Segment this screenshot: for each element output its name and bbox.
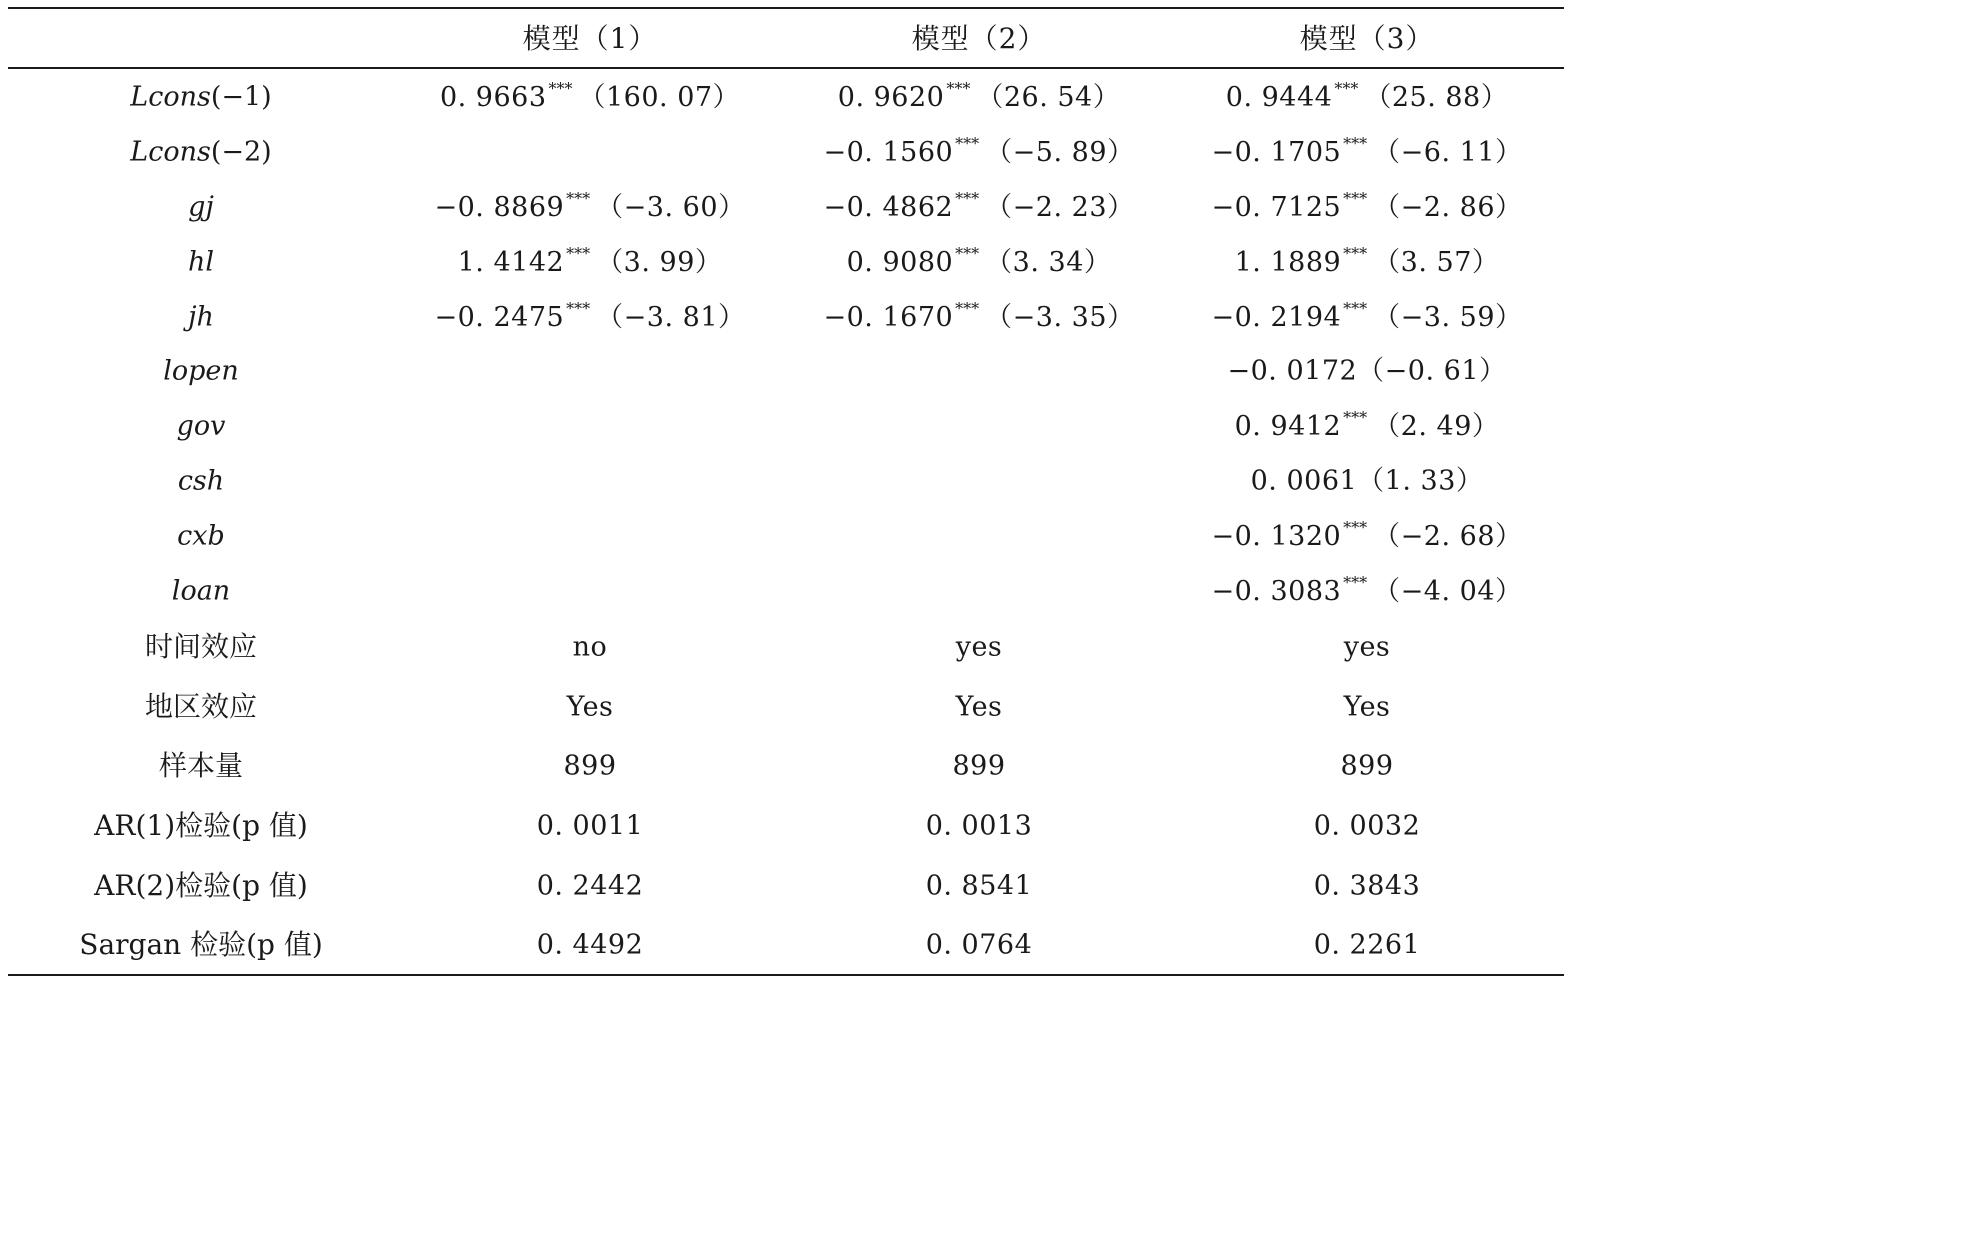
t-statistic: （−3. 81） xyxy=(596,302,746,333)
coefficient-value: 0. 9663 xyxy=(439,82,547,113)
table-cell-model-3 xyxy=(1225,79,1509,113)
coefficient-value: −0. 1705 xyxy=(1211,137,1342,168)
t-statistic: （−3. 59） xyxy=(1373,302,1523,333)
coefficient-value: Yes xyxy=(1343,691,1391,723)
coefficient-value: −0. 0172 xyxy=(1227,355,1358,387)
significance-stars: *** xyxy=(955,189,980,208)
coefficient-value: −0. 1670 xyxy=(823,302,954,333)
table-cell-model-2 xyxy=(925,810,1033,842)
coefficient-value: 0. 0061 xyxy=(1250,465,1358,497)
table-cell-model-1 xyxy=(434,299,746,333)
coefficient-value: 0. 0013 xyxy=(925,810,1033,842)
row-label: gov xyxy=(176,410,226,442)
significance-stars: *** xyxy=(566,189,591,208)
coefficient-value: −0. 2475 xyxy=(434,302,565,333)
coefficient-value: −0. 4862 xyxy=(823,192,954,223)
header-model-3: 模型（3） xyxy=(1299,22,1435,55)
table-cell-model-2 xyxy=(823,189,1135,223)
significance-stars: *** xyxy=(955,299,980,318)
row-label: csh xyxy=(177,465,225,497)
row-label: 时间效应 xyxy=(144,630,258,663)
coefficient-value: Yes xyxy=(566,691,614,723)
row-label: AR(1)检验(p 值) xyxy=(94,809,308,842)
coefficient-value: 0. 8541 xyxy=(925,870,1033,902)
t-statistic: （1. 33） xyxy=(1357,465,1484,497)
significance-stars: *** xyxy=(566,244,591,263)
significance-stars: *** xyxy=(1334,79,1359,98)
row-label-variable: Lcons xyxy=(130,136,211,168)
coefficient-value: −0. 1320 xyxy=(1211,521,1342,552)
table-cell-model-1 xyxy=(434,189,746,223)
table-cell-model-1 xyxy=(457,244,723,278)
t-statistic: （3. 99） xyxy=(596,247,723,278)
row-label-variable: Lcons xyxy=(130,81,211,113)
row-label: gj xyxy=(188,191,214,223)
t-statistic: （−2. 86） xyxy=(1373,192,1523,223)
row-label: hl xyxy=(187,246,215,278)
coefficient-value: no xyxy=(572,631,608,663)
table-cell-model-2 xyxy=(955,631,1003,663)
coefficient-value: −0. 8869 xyxy=(434,192,565,223)
table-cell-model-1 xyxy=(536,870,644,902)
table-cell-model-3 xyxy=(1211,299,1523,333)
significance-stars: *** xyxy=(566,299,591,318)
table-cell-model-2 xyxy=(925,929,1033,961)
table-cell-model-3 xyxy=(1211,189,1523,223)
significance-stars: *** xyxy=(955,134,980,153)
top-rule xyxy=(8,7,1564,9)
coefficient-value: 1. 1889 xyxy=(1234,247,1342,278)
table-cell-model-1 xyxy=(566,691,614,723)
table-cell-model-3 xyxy=(1313,929,1421,961)
table-cell-model-3 xyxy=(1343,631,1391,663)
row-label: 样本量 xyxy=(158,749,244,782)
table-cell-model-3 xyxy=(1250,465,1484,497)
significance-stars: *** xyxy=(1343,244,1368,263)
table-cell-model-3 xyxy=(1211,518,1523,552)
header-model-1: 模型（1） xyxy=(522,22,658,55)
coefficient-value: Yes xyxy=(955,691,1003,723)
coefficient-value: 0. 3843 xyxy=(1313,870,1421,902)
coefficient-value: 0. 0032 xyxy=(1313,810,1421,842)
table-cell-model-3 xyxy=(1313,810,1421,842)
header-rule xyxy=(8,67,1564,69)
row-label: lopen xyxy=(163,355,239,387)
coefficient-value: yes xyxy=(955,631,1003,663)
t-statistic: （−2. 23） xyxy=(985,192,1135,223)
table-cell-model-1 xyxy=(572,631,608,663)
table-cell-model-3 xyxy=(1340,750,1394,782)
coefficient-value: 0. 0764 xyxy=(925,929,1033,961)
coefficient-value: 1. 4142 xyxy=(457,247,565,278)
significance-stars: *** xyxy=(1343,134,1368,153)
table-cell-model-2 xyxy=(955,691,1003,723)
table-cell-model-1 xyxy=(536,929,644,961)
coefficient-value: 0. 9444 xyxy=(1225,82,1333,113)
row-label-lag: (−1) xyxy=(210,81,272,113)
row-label: loan xyxy=(171,575,231,607)
coefficient-value: yes xyxy=(1343,631,1391,663)
table-cell-model-3 xyxy=(1227,355,1507,387)
significance-stars: *** xyxy=(548,79,573,98)
t-statistic: （−6. 11） xyxy=(1373,137,1523,168)
row-label: 地区效应 xyxy=(144,690,258,723)
row-label: AR(2)检验(p 值) xyxy=(94,869,308,902)
coefficient-value: −0. 7125 xyxy=(1211,192,1342,223)
table-cell-model-2 xyxy=(823,134,1135,168)
table-cell-model-2 xyxy=(846,244,1112,278)
t-statistic: （160. 07） xyxy=(578,82,741,113)
t-statistic: （−2. 68） xyxy=(1373,521,1523,552)
table-cell-model-3 xyxy=(1234,408,1500,442)
table-cell-model-2 xyxy=(952,750,1006,782)
t-statistic: （25. 88） xyxy=(1364,82,1509,113)
table-cell-model-3 xyxy=(1343,691,1391,723)
table-cell-model-1 xyxy=(563,750,617,782)
row-label xyxy=(130,136,272,168)
significance-stars: *** xyxy=(955,244,980,263)
row-label: Sargan 检验(p 值) xyxy=(79,928,323,961)
coefficient-value: 899 xyxy=(1340,750,1394,782)
coefficient-value: 0. 4492 xyxy=(536,929,644,961)
significance-stars: *** xyxy=(1343,189,1368,208)
coefficient-value: 0. 9412 xyxy=(1234,411,1342,442)
t-statistic: （−3. 60） xyxy=(596,192,746,223)
row-label xyxy=(130,81,272,113)
t-statistic: （3. 34） xyxy=(985,247,1112,278)
significance-stars: *** xyxy=(1343,573,1368,592)
table-cell-model-2 xyxy=(925,870,1033,902)
significance-stars: *** xyxy=(946,79,971,98)
coefficient-value: −0. 2194 xyxy=(1211,302,1342,333)
coefficient-value: 899 xyxy=(952,750,1006,782)
t-statistic: （−3. 35） xyxy=(985,302,1135,333)
coefficient-value: −0. 1560 xyxy=(823,137,954,168)
significance-stars: *** xyxy=(1343,299,1368,318)
t-statistic: （−4. 04） xyxy=(1373,576,1523,607)
coefficient-value: 0. 0011 xyxy=(536,810,644,842)
row-label: jh xyxy=(188,301,214,333)
row-label-lag: (−2) xyxy=(210,136,272,168)
table-cell-model-3 xyxy=(1234,244,1500,278)
coefficient-value: 899 xyxy=(563,750,617,782)
row-label: cxb xyxy=(177,520,225,552)
coefficient-value: 0. 9620 xyxy=(837,82,945,113)
table-cell-model-3 xyxy=(1211,573,1523,607)
coefficient-value: 0. 9080 xyxy=(846,247,954,278)
bottom-rule xyxy=(8,974,1564,976)
t-statistic: （−5. 89） xyxy=(985,137,1135,168)
table-cell-model-2 xyxy=(823,299,1135,333)
table-cell-model-3 xyxy=(1313,870,1421,902)
t-statistic: （−0. 61） xyxy=(1357,355,1507,387)
significance-stars: *** xyxy=(1343,518,1368,537)
header-model-2: 模型（2） xyxy=(911,22,1047,55)
t-statistic: （26. 54） xyxy=(976,82,1121,113)
table-cell-model-3 xyxy=(1211,134,1523,168)
coefficient-value: −0. 3083 xyxy=(1211,576,1342,607)
coefficient-value: 0. 2442 xyxy=(536,870,644,902)
table-cell-model-1 xyxy=(536,810,644,842)
coefficient-value: 0. 2261 xyxy=(1313,929,1421,961)
significance-stars: *** xyxy=(1343,408,1368,427)
table-cell-model-1 xyxy=(439,79,741,113)
table-cell-model-2 xyxy=(837,79,1121,113)
t-statistic: （3. 57） xyxy=(1373,247,1500,278)
t-statistic: （2. 49） xyxy=(1373,411,1500,442)
